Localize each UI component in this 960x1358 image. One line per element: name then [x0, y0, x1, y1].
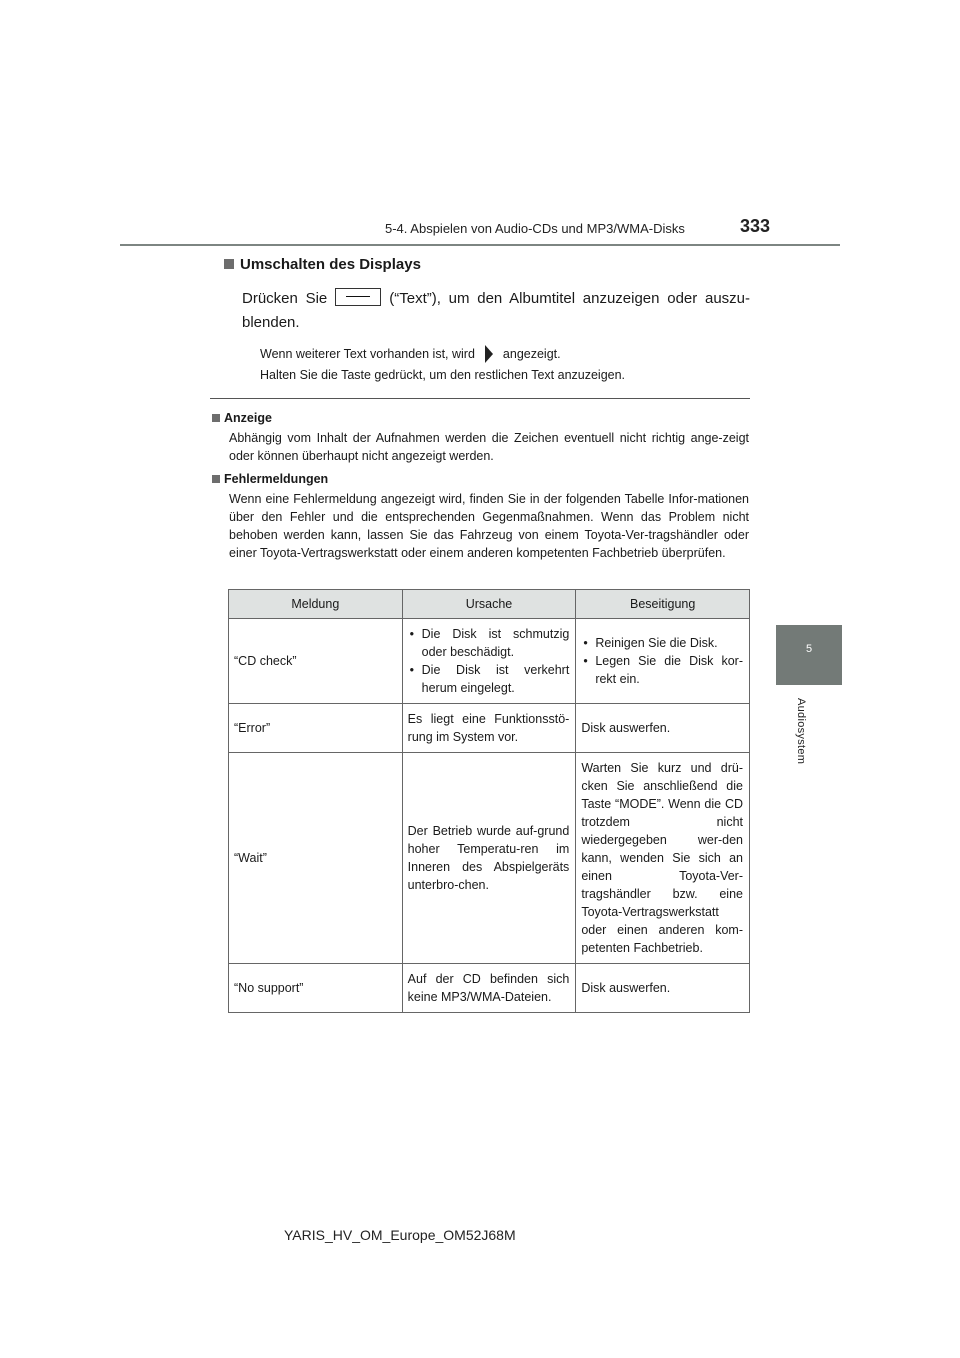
- chapter-number: 5: [805, 643, 813, 655]
- instruction-end: (“Text”), um den Albumtitel anzuzeigen oder auszu-blenden.: [242, 290, 751, 331]
- col-header-ursache: Ursache: [402, 590, 576, 619]
- anzeige-title: Anzeige: [224, 411, 272, 425]
- fehler-heading: [212, 470, 328, 488]
- note-more-text: [260, 345, 561, 363]
- cell-ursache: Es liegt eine Funktionsstö-rung im System vor.: [402, 704, 576, 753]
- cell-meldung: “CD check”: [229, 619, 403, 704]
- table-header-row: [229, 590, 750, 619]
- list-item: • Die Disk ist schmutzig oder beschädigt.: [408, 625, 570, 661]
- square-bullet-icon: [212, 414, 220, 422]
- anzeige-heading: [212, 409, 272, 427]
- list-item: • Die Disk ist verkehrt herum eingelegt.: [408, 661, 570, 697]
- table-row: [229, 619, 750, 704]
- table-row: [229, 753, 750, 964]
- note-more-text-start: Wenn weiterer Text vorhanden ist, wird: [260, 347, 475, 361]
- chapter-label: Audiosystem: [795, 698, 807, 765]
- square-bullet-icon: [224, 259, 234, 269]
- footer-doc-id: YARIS_HV_OM_Europe_OM52J68M: [284, 1227, 516, 1243]
- fehler-title: Fehlermeldungen: [224, 472, 329, 486]
- section-title-text: Umschalten des Displays: [240, 256, 421, 273]
- col-header-beseitigung: Beseitigung: [576, 590, 750, 619]
- fehler-body: Wenn eine Fehlermeldung angezeigt wird, finden Sie in der folgenden Tabelle Infor-mationen über den Fehler und die entsprechenden Gegenmaßnahmen. Wenn das Problem nicht behoben werden kann, lassen Sie das Fahrzeug von einem Toyota-Ver-tragshändler oder einer Toyota-Vertragswerkstatt oder einem anderen kompetenten Fachbetrieb überprüfen.: [229, 492, 749, 560]
- note-more-text-end: angezeigt.: [502, 347, 561, 361]
- square-bullet-icon: [212, 475, 220, 483]
- cell-ursache: Auf der CD befinden sich keine MP3/WMA-Dateien.: [402, 964, 576, 1013]
- text-button-icon: [335, 288, 381, 306]
- anzeige-body: Abhängig vom Inhalt der Aufnahmen werden die Zeichen eventuell nicht richtig ange-zeigt oder können überhaupt nicht angezeigt werden.: [229, 431, 749, 463]
- col-header-meldung: Meldung: [229, 590, 403, 619]
- table-row: [229, 964, 750, 1013]
- cell-beseitigung: [576, 619, 750, 704]
- table-row: [229, 704, 750, 753]
- arrow-right-icon: [485, 345, 493, 363]
- header-rule: [120, 244, 840, 246]
- cell-beseitigung: Disk auswerfen.: [576, 704, 750, 753]
- list-item: • Legen Sie die Disk kor-rekt ein.: [581, 652, 743, 688]
- running-header: 5-4. Abspielen von Audio-CDs und MP3/WMA-Disks: [385, 221, 685, 236]
- error-table: [228, 589, 750, 1013]
- cell-beseitigung: Warten Sie kurz und drü-cken Sie anschließend die Taste “MODE”. Wenn die CD trotzdem nicht wiedergegeben wer-den kann, wenden Sie sich an einen Toyota-Ver-tragshändler bzw. eine Toyota-Vertragswerkstatt oder einen anderen kom-petenten Fachbetrieb.: [576, 753, 750, 964]
- instruction-paragraph: [242, 287, 750, 335]
- cell-meldung: “Error”: [229, 704, 403, 753]
- note-hold-button: Halten Sie die Taste gedrückt, um den restlichen Text anzuzeigen.: [260, 368, 626, 382]
- chapter-tab: [776, 625, 842, 685]
- cell-beseitigung: Disk auswerfen.: [576, 964, 750, 1013]
- section-title: [224, 256, 421, 273]
- cell-meldung: “Wait”: [229, 753, 403, 964]
- cell-meldung: “No support”: [229, 964, 403, 1013]
- page-number: 333: [740, 216, 771, 236]
- instruction-start: Drücken Sie: [242, 290, 328, 307]
- list-item: • Reinigen Sie die Disk.: [581, 634, 743, 652]
- cell-ursache: [402, 619, 576, 704]
- section-divider: [210, 398, 750, 399]
- cell-ursache: Der Betrieb wurde auf-grund hoher Temperatu-ren im Inneren des Abspielgeräts unterbro-chen.: [402, 753, 576, 964]
